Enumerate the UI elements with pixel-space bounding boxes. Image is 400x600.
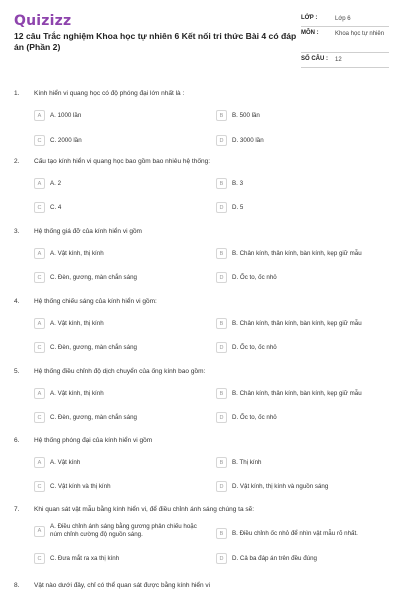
meta-value: Khoa học tự nhiên — [335, 31, 385, 37]
option-text: B. Chân kính, thân kính, bàn kính, kẹp giữ mẫu — [232, 249, 362, 257]
option-text: B. Chân kính, thân kính, bàn kính, kẹp giữ mẫu — [232, 319, 362, 327]
option-text: A. 2 — [50, 179, 62, 187]
option-text: B. Điều chỉnh ốc nhỏ để nhìn vật mẫu rõ nhất. — [232, 529, 358, 537]
question-text: Vật nào dưới đây, chỉ có thể quan sát được bằng kính hiển vi — [34, 582, 211, 589]
meta-row-count — [301, 53, 389, 68]
option-b[interactable] — [216, 110, 260, 121]
option-letter-box: B — [216, 318, 227, 329]
option-a[interactable] — [34, 248, 104, 259]
option-letter-box: B — [216, 248, 227, 259]
question-number: 8. — [14, 582, 20, 589]
option-d[interactable] — [216, 342, 277, 353]
option-letter-box: C — [34, 135, 45, 146]
question-text: Hệ thống phóng đại của kính hiển vi gồm — [34, 437, 153, 444]
option-letter-box: D — [216, 481, 227, 492]
question-text: Hệ thống giá đỡ của kính hiển vi gồm — [34, 228, 142, 235]
option-text: D. Vật kính, thị kính và nguồn sáng — [232, 482, 329, 490]
question-text: Hệ thống chiếu sáng của kính hiển vi gồm: — [34, 298, 157, 305]
question-text: Kính hiển vi quang học có độ phóng đại lớn nhất là : — [34, 90, 185, 97]
option-text: D. Ốc to, ốc nhỏ — [232, 273, 277, 281]
option-letter-box: A — [34, 110, 45, 121]
option-c[interactable] — [34, 412, 137, 423]
worksheet-title: 12 câu Trắc nghiệm Khoa học tự nhiên 6 Kết nối tri thức Bài 4 có đáp án (Phần 2) — [14, 31, 297, 52]
option-text: A. Vật kính, thị kính — [50, 389, 104, 397]
option-text: D. Ốc to, ốc nhỏ — [232, 413, 277, 421]
meta-label: SỐ CÂU : — [301, 56, 328, 62]
meta-row-class — [301, 12, 389, 27]
option-c[interactable] — [34, 135, 82, 146]
option-c[interactable] — [34, 272, 137, 283]
option-letter-box: B — [216, 110, 227, 121]
option-b[interactable] — [216, 248, 362, 259]
option-a[interactable] — [34, 110, 81, 121]
option-text: D. Ốc to, ốc nhỏ — [232, 343, 277, 351]
option-text: C. 2000 lần — [50, 136, 82, 144]
option-letter-box: D — [216, 135, 227, 146]
option-c[interactable] — [34, 342, 137, 353]
question-number: 1. — [14, 90, 20, 97]
meta-table — [301, 12, 389, 68]
option-letter-box: D — [216, 272, 227, 283]
option-letter-box: C — [34, 272, 45, 283]
option-letter-box: A — [34, 388, 45, 399]
option-b[interactable] — [216, 318, 362, 329]
worksheet-header — [0, 0, 400, 80]
question-number: 6. — [14, 437, 20, 444]
option-d[interactable] — [216, 481, 328, 492]
option-text: A. Vật kính — [50, 458, 81, 466]
option-letter-box: C — [34, 553, 45, 564]
meta-label: LỚP : — [301, 15, 318, 21]
option-d[interactable] — [216, 412, 277, 423]
option-letter-box: A — [34, 526, 45, 537]
option-b[interactable] — [216, 178, 243, 189]
option-text: C. Đèn, gương, màn chắn sáng — [50, 343, 137, 351]
question-text: Khi quan sát vật mẫu bằng kính hiển vi, để điều chỉnh ánh sáng chúng ta sẽ: — [34, 506, 255, 513]
option-letter-box: B — [216, 457, 227, 468]
meta-row-subject — [301, 27, 389, 53]
option-letter-box: A — [34, 178, 45, 189]
meta-label: MÔN : — [301, 30, 319, 36]
option-text: A. Điều chỉnh ánh sáng bằng gương phản chiếu hoặc núm chỉnh cường độ nguồn sáng. — [50, 523, 197, 538]
option-text: D. 3000 lần — [232, 136, 264, 144]
question-number: 7. — [14, 506, 20, 513]
option-d[interactable] — [216, 553, 317, 564]
option-letter-box: C — [34, 481, 45, 492]
option-text: C. Đèn, gương, màn chắn sáng — [50, 413, 137, 421]
option-text: C. 4 — [50, 203, 62, 211]
option-b[interactable] — [216, 457, 261, 468]
option-b[interactable] — [216, 388, 362, 399]
option-text: B. Thị kính — [232, 458, 262, 466]
option-text: C. Đèn, gương, màn chắn sáng — [50, 273, 137, 281]
option-letter-box: C — [34, 412, 45, 423]
option-text: C. Đưa mắt ra xa thị kính — [50, 554, 120, 562]
option-letter-box: D — [216, 412, 227, 423]
option-text: B. 3 — [232, 179, 244, 187]
question-number: 3. — [14, 228, 20, 235]
option-text: D. Cả ba đáp án trên đều đúng — [232, 554, 317, 562]
option-a[interactable] — [34, 318, 104, 329]
option-text: A. 1000 lần — [50, 111, 82, 119]
quizizz-logo: Quizizz — [14, 13, 72, 29]
question-number: 2. — [14, 158, 20, 165]
option-b[interactable] — [216, 528, 358, 539]
option-text: B. 500 lần — [232, 111, 260, 119]
option-text: A. Vật kính, thị kính — [50, 319, 104, 327]
meta-value: 12 — [335, 57, 342, 63]
option-letter-box: A — [34, 457, 45, 468]
option-text: D. 5 — [232, 203, 244, 211]
option-text: B. Chân kính, thân kính, bàn kính, kẹp giữ mẫu — [232, 389, 362, 397]
option-letter-box: D — [216, 553, 227, 564]
question-number: 5. — [14, 368, 20, 375]
option-letter-box: B — [216, 528, 227, 539]
option-c[interactable] — [34, 553, 119, 564]
option-letter-box: D — [216, 342, 227, 353]
option-c[interactable] — [34, 481, 111, 492]
option-d[interactable] — [216, 272, 277, 283]
option-a[interactable] — [34, 178, 61, 189]
meta-value: Lớp 6 — [335, 16, 351, 22]
question-text: Cấu tạo kính hiển vi quang học bao gồm bao nhiêu hệ thống: — [34, 158, 210, 165]
option-letter-box: D — [216, 202, 227, 213]
option-text: C. Vật kính và thị kính — [50, 482, 111, 490]
option-c[interactable] — [34, 202, 61, 213]
option-d[interactable] — [216, 202, 243, 213]
option-letter-box: A — [34, 318, 45, 329]
option-d[interactable] — [216, 135, 264, 146]
option-text: A. Vật kính, thị kính — [50, 249, 104, 257]
option-letter-box: B — [216, 178, 227, 189]
option-a[interactable] — [34, 523, 209, 539]
option-a[interactable] — [34, 457, 80, 468]
option-a[interactable] — [34, 388, 104, 399]
question-text: Hệ thống điều chỉnh độ dịch chuyển của ống kính bao gồm: — [34, 368, 206, 375]
option-letter-box: C — [34, 202, 45, 213]
option-letter-box: C — [34, 342, 45, 353]
question-number: 4. — [14, 298, 20, 305]
option-letter-box: B — [216, 388, 227, 399]
option-letter-box: A — [34, 248, 45, 259]
